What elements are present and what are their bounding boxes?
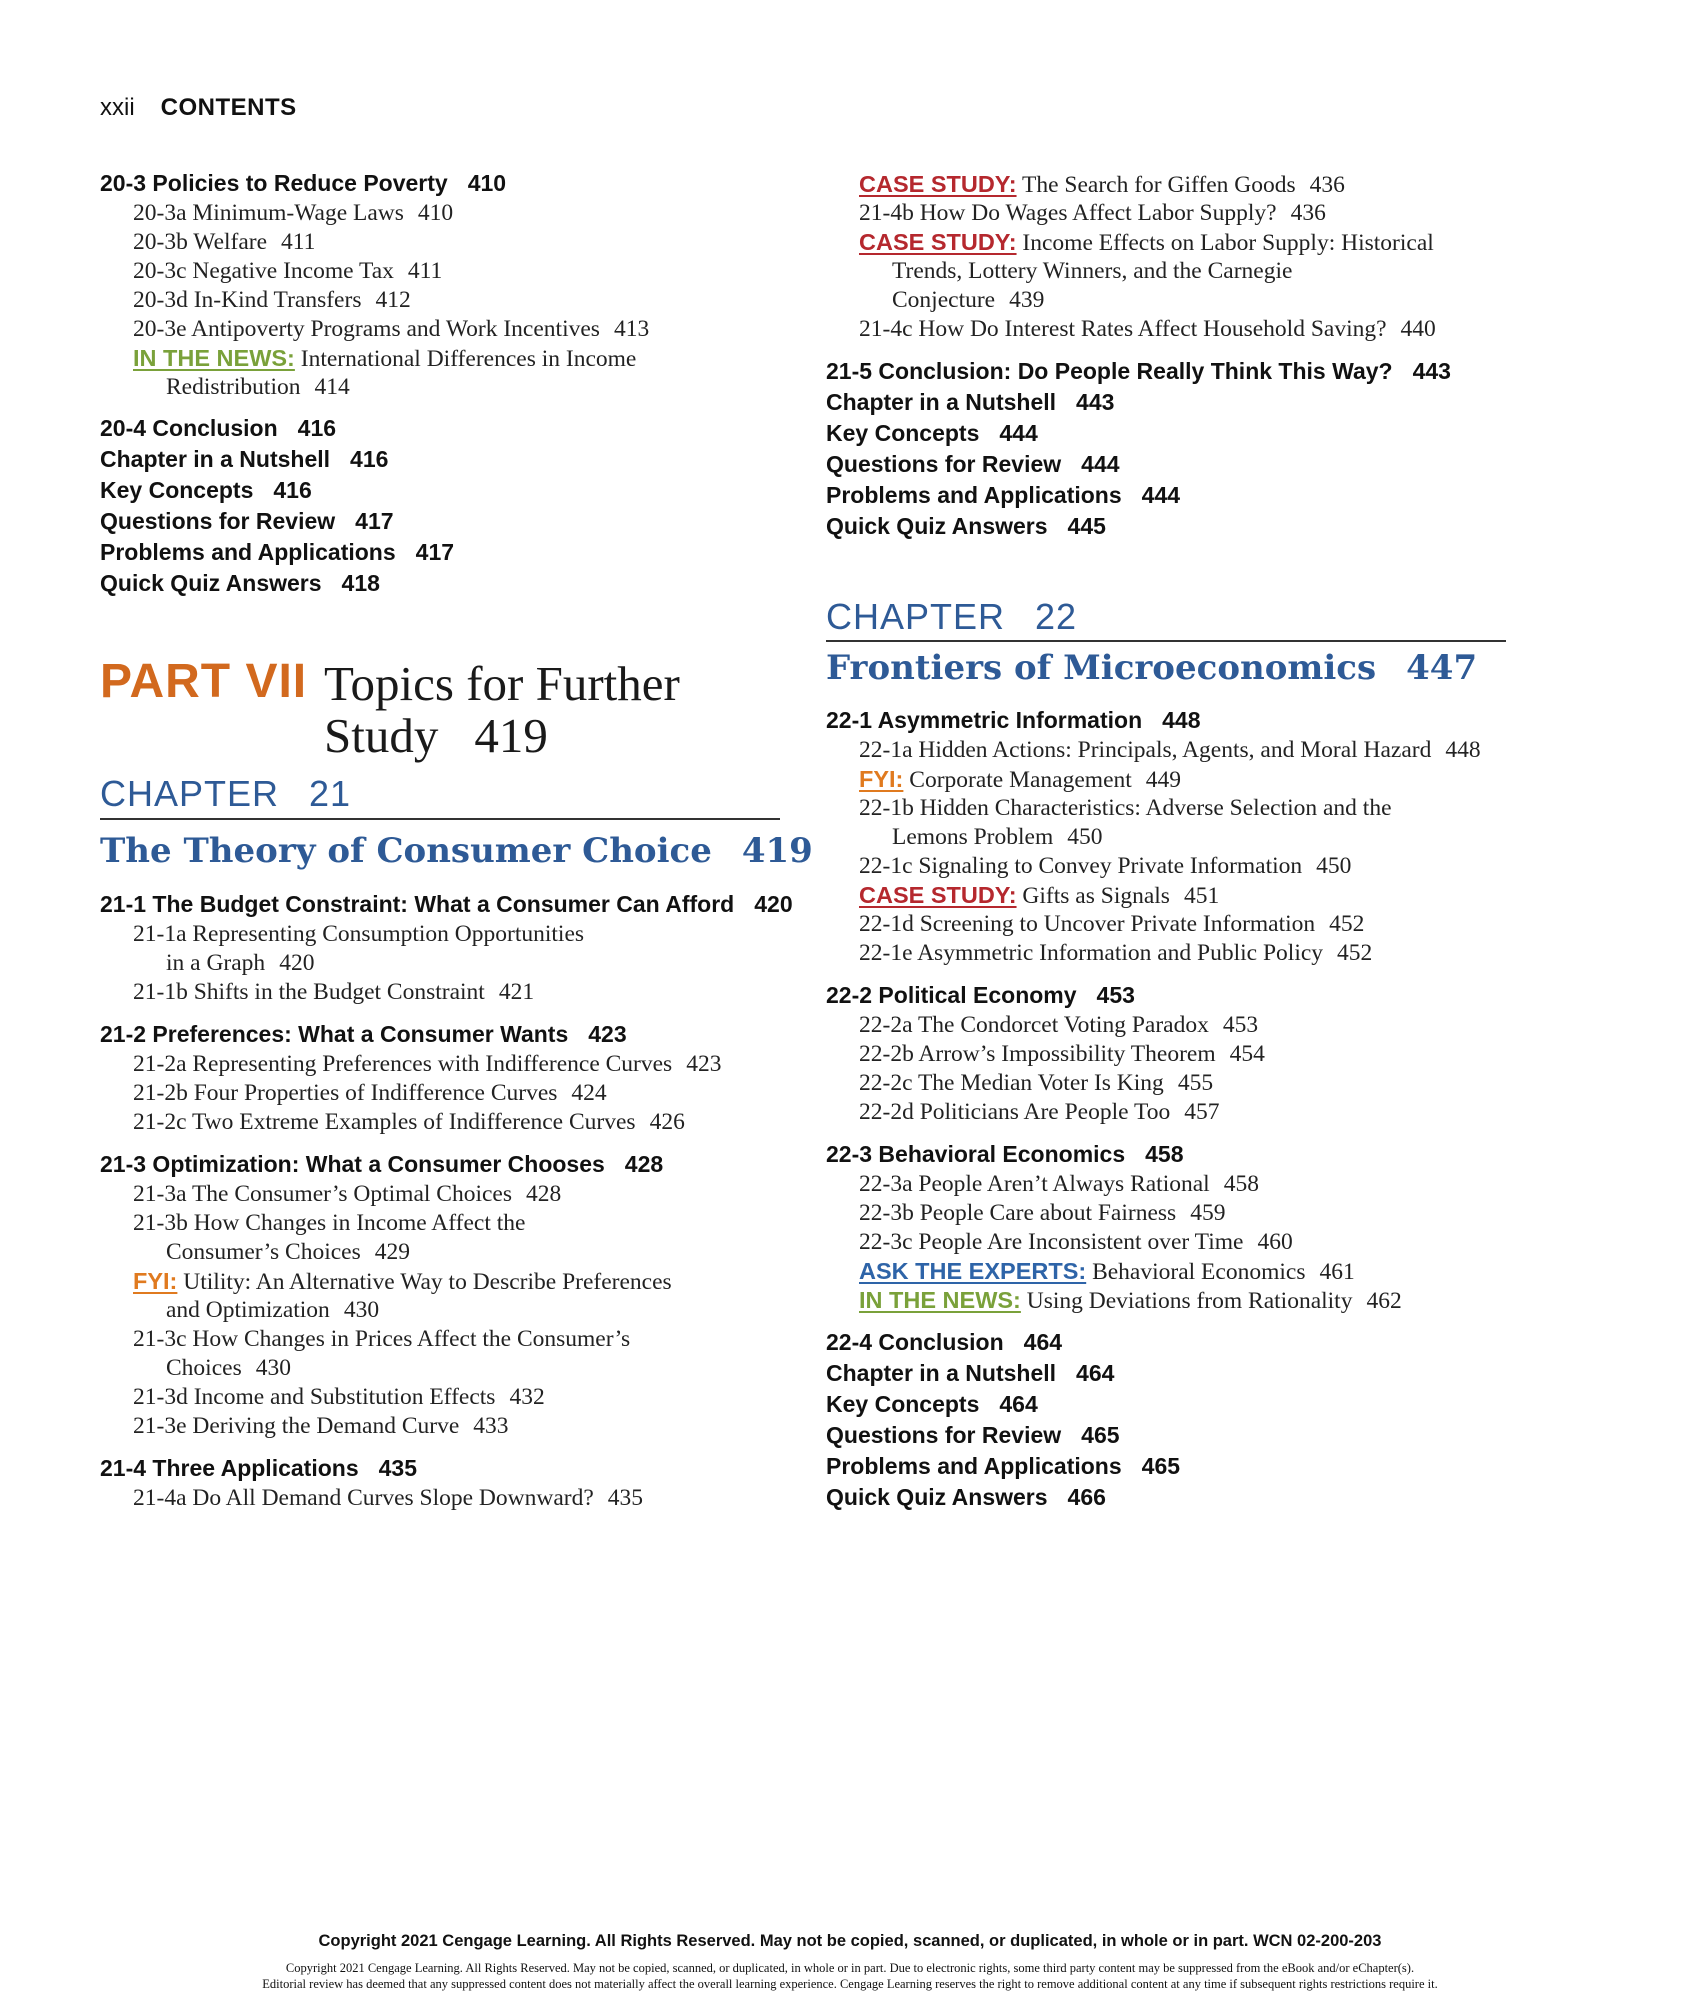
entry-21-3e[interactable]: 21-3e Deriving the Demand Curve 433	[133, 1413, 509, 1439]
summary-problems-20[interactable]: Problems and Applications 417	[100, 539, 455, 565]
entry-22-1b[interactable]: 22-1b Hidden Characteristics: Adverse Selection and the	[859, 795, 1392, 821]
summary-chapter-nutshell-20[interactable]: Chapter in a Nutshell 416	[100, 446, 389, 472]
case-study-label: CASE STUDY:	[859, 882, 1017, 908]
entry-21-4c[interactable]: 21-4c How Do Interest Rates Affect Household Saving? 440	[859, 316, 1436, 342]
chapter-21-title[interactable]: The Theory of Consumer Choice 419	[100, 831, 813, 871]
section-21-3[interactable]: 21-3 Optimization: What a Consumer Chooses 428	[100, 1151, 664, 1177]
chapter-22-rule	[826, 640, 1506, 642]
section-22-4[interactable]: 22-4 Conclusion 464	[826, 1329, 1063, 1355]
feature-case-study-1[interactable]: CASE STUDY: The Search for Giffen Goods 436	[859, 171, 1345, 198]
summary-chapter-nutshell-22[interactable]: Chapter in a Nutshell 464	[826, 1360, 1115, 1386]
feature-in-the-news-1-cont[interactable]: Redistribution 414	[166, 374, 350, 400]
feature-fyi-1[interactable]: FYI: Utility: An Alternative Way to Describe Preferences	[133, 1268, 672, 1295]
contents-title: CONTENTS	[160, 94, 297, 121]
entry-21-3a[interactable]: 21-3a The Consumer’s Optimal Choices 428	[133, 1181, 562, 1207]
entry-22-1d[interactable]: 22-1d Screening to Uncover Private Information 452	[859, 911, 1365, 937]
feature-ask-the-experts[interactable]: ASK THE EXPERTS: Behavioral Economics 461	[859, 1258, 1355, 1285]
section-20-4[interactable]: 20-4 Conclusion 416	[100, 415, 337, 441]
entry-21-3b-cont[interactable]: Consumer’s Choices 429	[166, 1239, 410, 1265]
feature-fyi-2[interactable]: FYI: Corporate Management 449	[859, 766, 1182, 793]
entry-22-2b[interactable]: 22-2b Arrow’s Impossibility Theorem 454	[859, 1041, 1265, 1067]
copyright-notice: Copyright 2021 Cengage Learning. All Rights Reserved. May not be copied, scanned, or duplicated, in whole or in part. WCN 02-200-203	[318, 1932, 1382, 1950]
summary-problems-22[interactable]: Problems and Applications 465	[826, 1453, 1181, 1479]
section-21-5[interactable]: 21-5 Conclusion: Do People Really Think This Way? 443	[826, 358, 1451, 384]
entry-21-3c[interactable]: 21-3c How Changes in Prices Affect the Consumer’s	[133, 1326, 631, 1352]
copyright-disclaimer: Copyright 2021 Cengage Learning. All Rights Reserved. May not be copied, scanned, or duplicated, in whole or in part. Due to electronic rights, some third party content may be suppressed from the eBook and/or eChapter(s). Editorial review has deemed that any suppressed content does not materially affect the overall learning experience. Cengage Learning reserves the right to remove additional content at any time if subsequent rights restrictions require it.	[262, 1961, 1438, 1991]
entry-20-3e[interactable]: 20-3e Antipoverty Programs and Work Incentives 413	[133, 316, 650, 342]
entry-21-2c[interactable]: 21-2c Two Extreme Examples of Indifference Curves 426	[133, 1109, 685, 1135]
entry-21-3d[interactable]: 21-3d Income and Substitution Effects 432	[133, 1384, 545, 1410]
entry-20-3a[interactable]: 20-3a Minimum-Wage Laws 410	[133, 200, 454, 226]
entry-20-3c[interactable]: 20-3c Negative Income Tax 411	[133, 258, 443, 284]
section-21-4[interactable]: 21-4 Three Applications 435	[100, 1455, 417, 1481]
chapter-22-label: CHAPTER 22	[826, 596, 1078, 637]
entry-21-1b[interactable]: 21-1b Shifts in the Budget Constraint 421	[133, 979, 535, 1005]
summary-key-concepts-22[interactable]: Key Concepts 464	[826, 1391, 1038, 1417]
feature-fyi-1-cont[interactable]: and Optimization 430	[166, 1297, 380, 1323]
in-the-news-label: IN THE NEWS:	[133, 345, 295, 371]
entry-21-4b[interactable]: 21-4b How Do Wages Affect Labor Supply? 436	[859, 200, 1326, 226]
entry-21-2b[interactable]: 21-2b Four Properties of Indifference Curves 424	[133, 1080, 607, 1106]
feature-case-study-2-cont2[interactable]: Conjecture 439	[892, 287, 1045, 313]
section-22-2[interactable]: 22-2 Political Economy 453	[826, 982, 1135, 1008]
fyi-label: FYI:	[859, 766, 904, 792]
entry-22-2c[interactable]: 22-2c The Median Voter Is King 455	[859, 1070, 1214, 1096]
ask-the-experts-label: ASK THE EXPERTS:	[859, 1258, 1087, 1284]
page-number: xxii	[100, 94, 135, 121]
in-the-news-label: IN THE NEWS:	[859, 1287, 1021, 1313]
chapter-21-label: CHAPTER 21	[100, 773, 352, 814]
entry-21-4a[interactable]: 21-4a Do All Demand Curves Slope Downward? 435	[133, 1485, 644, 1511]
feature-in-the-news-1[interactable]: IN THE NEWS: International Differences in Income	[133, 345, 637, 372]
section-22-1[interactable]: 22-1 Asymmetric Information 448	[826, 707, 1201, 733]
section-21-1[interactable]: 21-1 The Budget Constraint: What a Consumer Can Afford 420	[100, 891, 793, 917]
entry-22-2d[interactable]: 22-2d Politicians Are People Too 457	[859, 1099, 1220, 1125]
page-header	[100, 94, 297, 122]
summary-key-concepts-20[interactable]: Key Concepts 416	[100, 477, 312, 503]
feature-case-study-2-cont1[interactable]: Trends, Lottery Winners, and the Carnegie	[892, 258, 1293, 284]
entry-21-1a[interactable]: 21-1a Representing Consumption Opportunities	[133, 921, 585, 947]
case-study-label: CASE STUDY:	[859, 171, 1017, 197]
entry-22-1c[interactable]: 22-1c Signaling to Convey Private Information 450	[859, 853, 1352, 879]
entry-22-1a[interactable]: 22-1a Hidden Actions: Principals, Agents, and Moral Hazard 448	[859, 737, 1481, 763]
feature-case-study-2[interactable]: CASE STUDY: Income Effects on Labor Supply: Historical	[859, 229, 1434, 256]
summary-quiz-answers-20[interactable]: Quick Quiz Answers 418	[100, 570, 380, 596]
part-label: PART VII	[100, 655, 308, 708]
summary-questions-20[interactable]: Questions for Review 417	[100, 508, 394, 534]
section-20-3[interactable]: 20-3 Policies to Reduce Poverty 410	[100, 170, 507, 196]
summary-quiz-answers-22[interactable]: Quick Quiz Answers 466	[826, 1484, 1106, 1510]
fyi-label: FYI:	[133, 1268, 178, 1294]
entry-21-3c-cont[interactable]: Choices 430	[166, 1355, 291, 1381]
summary-key-concepts-21[interactable]: Key Concepts 444	[826, 420, 1038, 446]
entry-21-3b[interactable]: 21-3b How Changes in Income Affect the	[133, 1210, 526, 1236]
summary-questions-22[interactable]: Questions for Review 465	[826, 1422, 1120, 1448]
summary-problems-21[interactable]: Problems and Applications 444	[826, 482, 1181, 508]
chapter-21-rule	[100, 818, 780, 820]
feature-in-the-news-2[interactable]: IN THE NEWS: Using Deviations from Rationality 462	[859, 1287, 1402, 1314]
summary-questions-21[interactable]: Questions for Review 444	[826, 451, 1120, 477]
entry-20-3d[interactable]: 20-3d In-Kind Transfers 412	[133, 287, 411, 313]
part-title[interactable]: Topics for Further Study 419	[324, 656, 680, 763]
entry-22-3a[interactable]: 22-3a People Aren’t Always Rational 458	[859, 1171, 1259, 1197]
entry-22-2a[interactable]: 22-2a The Condorcet Voting Paradox 453	[859, 1012, 1259, 1038]
entry-22-1b-cont[interactable]: Lemons Problem 450	[892, 824, 1103, 850]
section-21-2[interactable]: 21-2 Preferences: What a Consumer Wants 423	[100, 1021, 627, 1047]
section-22-3[interactable]: 22-3 Behavioral Economics 458	[826, 1141, 1184, 1167]
entry-22-3b[interactable]: 22-3b People Care about Fairness 459	[859, 1200, 1226, 1226]
summary-quiz-answers-21[interactable]: Quick Quiz Answers 445	[826, 513, 1106, 539]
entry-20-3b[interactable]: 20-3b Welfare 411	[133, 229, 316, 255]
feature-case-study-3[interactable]: CASE STUDY: Gifts as Signals 451	[859, 882, 1220, 909]
summary-chapter-nutshell-21[interactable]: Chapter in a Nutshell 443	[826, 389, 1115, 415]
entry-21-1a-cont[interactable]: in a Graph 420	[166, 950, 315, 976]
entry-22-1e[interactable]: 22-1e Asymmetric Information and Public Policy 452	[859, 940, 1373, 966]
case-study-label: CASE STUDY:	[859, 229, 1017, 255]
chapter-22-title[interactable]: Frontiers of Microeconomics 447	[826, 648, 1478, 688]
entry-21-2a[interactable]: 21-2a Representing Preferences with Indifference Curves 423	[133, 1051, 722, 1077]
entry-22-3c[interactable]: 22-3c People Are Inconsistent over Time 460	[859, 1229, 1293, 1255]
